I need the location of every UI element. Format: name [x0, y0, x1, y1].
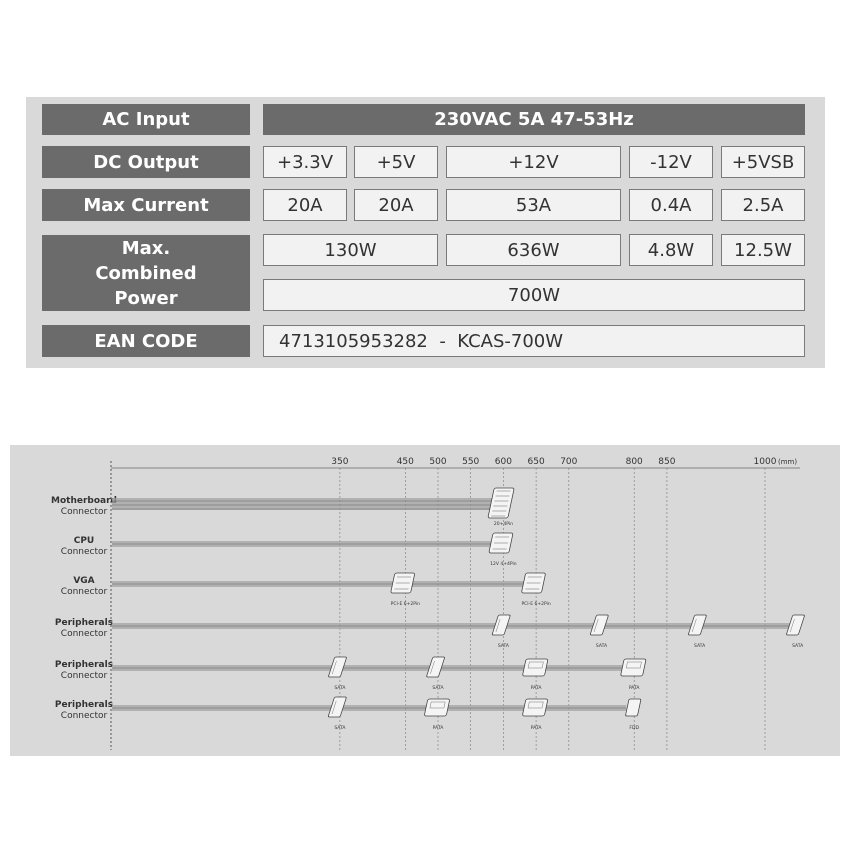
cable-rows [51, 488, 805, 731]
tick-label: 350 [331, 457, 349, 467]
cable-length-diagram [10, 445, 840, 756]
max-current-5v: 20A [354, 189, 438, 221]
connector-sata [426, 657, 444, 691]
cable-row-subtitle: Connector [60, 711, 108, 721]
cable-row [55, 697, 641, 731]
connector-label: PATA [628, 686, 640, 691]
connector-label: PATA [432, 726, 444, 731]
max-current-label: Max Current [42, 189, 250, 221]
connector-label: 20+4Pin [493, 522, 513, 527]
tick-label: 1000 [753, 457, 777, 467]
connector-label: FDD [629, 726, 639, 731]
connector-label: PCI-E 6+2Pin [390, 602, 420, 607]
combined-power-5vsb: 12.5W [721, 234, 805, 266]
connector-label: SATA [595, 644, 608, 649]
connector-label: SATA [694, 644, 706, 649]
cable-row [55, 615, 805, 649]
cable-row [51, 488, 514, 527]
connector-eps [489, 533, 517, 567]
max-current-5vsb: 2.5A [721, 189, 805, 221]
dc-output-5v: +5V [354, 146, 438, 178]
dc-output-5vsb: +5VSB [721, 146, 805, 178]
connector-label: PATA [530, 726, 542, 731]
tick-label: 800 [625, 457, 643, 467]
cable-row-subtitle: Connector [60, 629, 108, 639]
connector-sata [688, 615, 706, 649]
cable-row-title: Peripherals [54, 660, 114, 670]
combined-power-12v: 636W [446, 234, 621, 266]
spec-table [26, 97, 825, 368]
connector-pcie [521, 573, 550, 607]
combined-power-3v3-5v: 130W [263, 234, 438, 266]
connector-fdd [625, 699, 641, 731]
tick-label: 600 [494, 457, 512, 467]
cable-row-title: Motherboard [51, 496, 117, 506]
dc-output-12v: +12V [446, 146, 621, 178]
cable-row-title: Peripherals [54, 618, 114, 628]
cable-length-chart [10, 445, 840, 756]
tick-label: 550 [462, 457, 480, 467]
connector-sata [590, 615, 608, 649]
connector-atx [488, 488, 514, 527]
combined-power-neg12v: 4.8W [629, 234, 713, 266]
max-current-12v: 53A [446, 189, 621, 221]
connector-pata [621, 659, 647, 691]
ac-input-label: AC Input [42, 104, 250, 135]
connector-label: PATA [530, 686, 542, 691]
tick-label: 500 [429, 457, 447, 467]
connector-sata [786, 615, 804, 649]
dc-output-neg12v: -12V [629, 146, 713, 178]
max-current-neg12v: 0.4A [629, 189, 713, 221]
connector-label: 12V 4+4Pin [490, 562, 517, 567]
connector-sata [328, 657, 346, 691]
ean-code-value: 4713105953282 - KCAS-700W [263, 325, 805, 357]
scale-unit: (mm) [778, 458, 798, 466]
cable-row-title: Peripherals [54, 700, 114, 710]
cable-row-subtitle: Connector [60, 547, 108, 557]
connector-sata [328, 697, 346, 731]
cable-row-title: CPU [73, 536, 95, 546]
cable-row [55, 657, 646, 691]
dc-output-label: DC Output [42, 146, 250, 178]
connector-sata [492, 615, 510, 649]
tick-label: 650 [527, 457, 545, 467]
ac-input-value: 230VAC 5A 47-53Hz [263, 104, 805, 135]
cable-row-subtitle: Connector [60, 507, 108, 517]
connector-pcie [391, 573, 420, 607]
connector-label: SATA [497, 644, 509, 649]
connector-pata [522, 659, 548, 691]
connector-label: SATA [334, 686, 346, 691]
cable-row [61, 573, 551, 607]
tick-label: 700 [560, 457, 578, 467]
max-combined-power-label: Max. Combined Power [42, 235, 250, 311]
combined-power-total: 700W [263, 279, 805, 311]
tick-label: 850 [658, 457, 676, 467]
connector-label: SATA [334, 726, 346, 731]
connector-label: SATA [432, 686, 444, 691]
cable-row [61, 533, 517, 567]
cable-row-subtitle: Connector [60, 587, 108, 597]
connector-pata [424, 699, 450, 731]
ean-code-label: EAN CODE [42, 325, 250, 357]
tick-label: 450 [396, 457, 414, 467]
dc-output-3v3: +3.3V [263, 146, 347, 178]
connector-pata [522, 699, 548, 731]
max-current-3v3: 20A [263, 189, 347, 221]
cable-row-subtitle: Connector [60, 671, 108, 681]
connector-label: PCI-E 6+2Pin [521, 602, 551, 607]
cable-row-title: VGA [73, 576, 95, 586]
connector-label: SATA [792, 644, 804, 649]
